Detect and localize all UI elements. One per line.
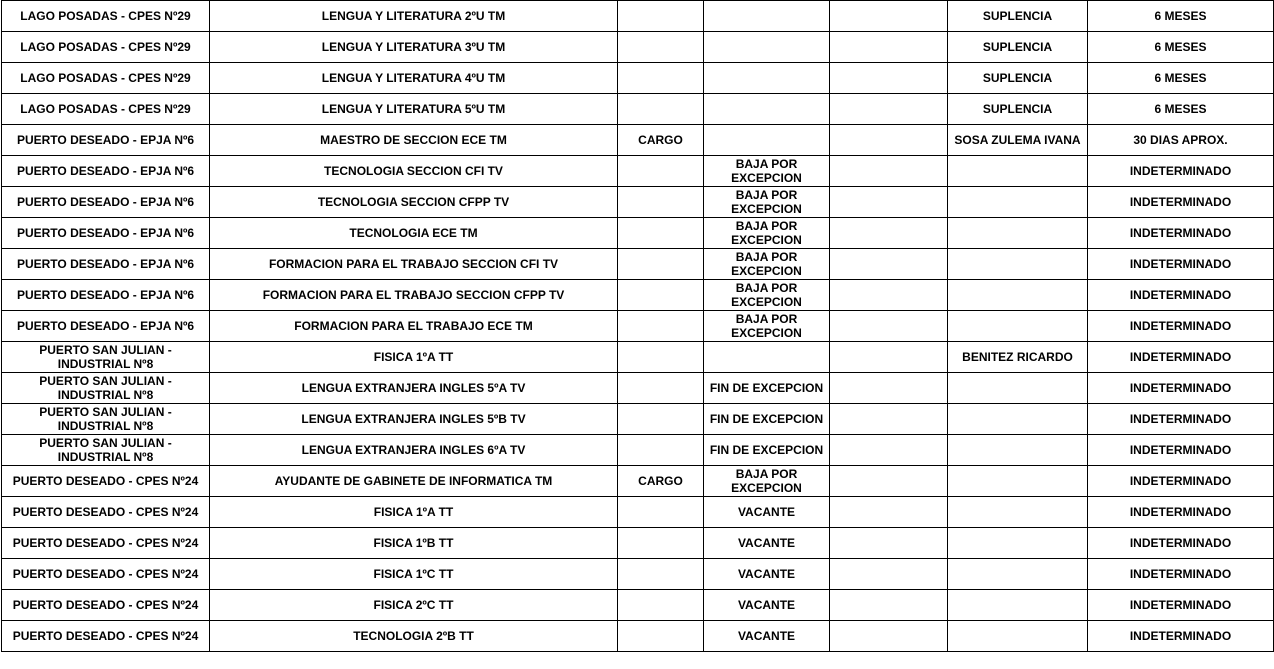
table-row (2, 125, 1274, 156)
situation-cell: VACANTE (704, 590, 830, 621)
table-row (2, 435, 1274, 466)
situation-cell (704, 342, 830, 373)
duration-cell: INDETERMINADO (1088, 404, 1274, 435)
school-cell: PUERTO DESEADO - EPJA Nº6 (2, 156, 210, 187)
extra-cell (830, 559, 948, 590)
situation-cell: BAJA POR EXCEPCION (704, 249, 830, 280)
type-cell (618, 187, 704, 218)
school-cell: PUERTO DESEADO - CPES Nº24 (2, 497, 210, 528)
substitute-cell: SUPLENCIA (948, 63, 1088, 94)
table-row (2, 404, 1274, 435)
substitute-cell (948, 218, 1088, 249)
type-cell (618, 404, 704, 435)
school-cell: PUERTO DESEADO - CPES Nº24 (2, 559, 210, 590)
vacancies-table (1, 0, 1274, 652)
subject-cell: FISICA 1ºA TT (210, 497, 618, 528)
table-row (2, 1, 1274, 32)
table-row (2, 218, 1274, 249)
substitute-cell: SOSA ZULEMA IVANA (948, 125, 1088, 156)
table-row (2, 156, 1274, 187)
school-cell: PUERTO DESEADO - EPJA Nº6 (2, 218, 210, 249)
substitute-cell (948, 280, 1088, 311)
extra-cell (830, 156, 948, 187)
duration-cell: INDETERMINADO (1088, 311, 1274, 342)
extra-cell (830, 404, 948, 435)
table-row (2, 187, 1274, 218)
school-cell: PUERTO DESEADO - CPES Nº24 (2, 528, 210, 559)
type-cell (618, 621, 704, 652)
subject-cell: LENGUA EXTRANJERA INGLES 5ºB TV (210, 404, 618, 435)
school-cell: PUERTO DESEADO - CPES Nº24 (2, 621, 210, 652)
table-row (2, 280, 1274, 311)
substitute-cell (948, 156, 1088, 187)
type-cell (618, 280, 704, 311)
table-row (2, 373, 1274, 404)
type-cell: CARGO (618, 125, 704, 156)
extra-cell (830, 63, 948, 94)
duration-cell: INDETERMINADO (1088, 187, 1274, 218)
substitute-cell (948, 621, 1088, 652)
duration-cell: INDETERMINADO (1088, 249, 1274, 280)
type-cell (618, 528, 704, 559)
type-cell: CARGO (618, 466, 704, 497)
duration-cell: 6 MESES (1088, 94, 1274, 125)
substitute-cell: SUPLENCIA (948, 1, 1088, 32)
subject-cell: FISICA 1ºA TT (210, 342, 618, 373)
extra-cell (830, 280, 948, 311)
extra-cell (830, 373, 948, 404)
substitute-cell (948, 404, 1088, 435)
subject-cell: LENGUA Y LITERATURA 3ºU TM (210, 32, 618, 63)
situation-cell: VACANTE (704, 497, 830, 528)
duration-cell: 6 MESES (1088, 32, 1274, 63)
extra-cell (830, 94, 948, 125)
school-cell: PUERTO SAN JULIAN - INDUSTRIAL Nº8 (2, 342, 210, 373)
school-cell: LAGO POSADAS - CPES Nº29 (2, 94, 210, 125)
substitute-cell (948, 435, 1088, 466)
situation-cell (704, 94, 830, 125)
table-row (2, 497, 1274, 528)
school-cell: PUERTO DESEADO - EPJA Nº6 (2, 311, 210, 342)
type-cell (618, 63, 704, 94)
type-cell (618, 1, 704, 32)
duration-cell: 6 MESES (1088, 63, 1274, 94)
duration-cell: 30 DIAS APROX. (1088, 125, 1274, 156)
extra-cell (830, 435, 948, 466)
duration-cell: INDETERMINADO (1088, 621, 1274, 652)
extra-cell (830, 1, 948, 32)
subject-cell: FISICA 1ºC TT (210, 559, 618, 590)
extra-cell (830, 342, 948, 373)
duration-cell: INDETERMINADO (1088, 466, 1274, 497)
type-cell (618, 590, 704, 621)
situation-cell: FIN DE EXCEPCION (704, 435, 830, 466)
extra-cell (830, 497, 948, 528)
subject-cell: TECNOLOGIA SECCION CFPP TV (210, 187, 618, 218)
substitute-cell: BENITEZ RICARDO (948, 342, 1088, 373)
substitute-cell (948, 528, 1088, 559)
school-cell: PUERTO DESEADO - EPJA Nº6 (2, 249, 210, 280)
extra-cell (830, 311, 948, 342)
table-row (2, 249, 1274, 280)
duration-cell: INDETERMINADO (1088, 218, 1274, 249)
substitute-cell (948, 559, 1088, 590)
type-cell (618, 497, 704, 528)
situation-cell (704, 32, 830, 63)
situation-cell: BAJA POR EXCEPCION (704, 280, 830, 311)
table-row (2, 94, 1274, 125)
type-cell (618, 311, 704, 342)
subject-cell: FISICA 2ºC TT (210, 590, 618, 621)
school-cell: LAGO POSADAS - CPES Nº29 (2, 63, 210, 94)
extra-cell (830, 187, 948, 218)
subject-cell: LENGUA Y LITERATURA 2ºU TM (210, 1, 618, 32)
extra-cell (830, 621, 948, 652)
duration-cell: INDETERMINADO (1088, 590, 1274, 621)
duration-cell: INDETERMINADO (1088, 156, 1274, 187)
situation-cell: FIN DE EXCEPCION (704, 373, 830, 404)
situation-cell: FIN DE EXCEPCION (704, 404, 830, 435)
type-cell (618, 373, 704, 404)
substitute-cell (948, 187, 1088, 218)
school-cell: LAGO POSADAS - CPES Nº29 (2, 32, 210, 63)
subject-cell: FISICA 1ºB TT (210, 528, 618, 559)
type-cell (618, 249, 704, 280)
situation-cell: VACANTE (704, 528, 830, 559)
situation-cell (704, 63, 830, 94)
situation-cell: BAJA POR EXCEPCION (704, 187, 830, 218)
extra-cell (830, 466, 948, 497)
school-cell: LAGO POSADAS - CPES Nº29 (2, 1, 210, 32)
subject-cell: LENGUA Y LITERATURA 5ºU TM (210, 94, 618, 125)
extra-cell (830, 32, 948, 63)
substitute-cell (948, 311, 1088, 342)
duration-cell: INDETERMINADO (1088, 559, 1274, 590)
extra-cell (830, 590, 948, 621)
substitute-cell: SUPLENCIA (948, 94, 1088, 125)
situation-cell: BAJA POR EXCEPCION (704, 156, 830, 187)
type-cell (618, 156, 704, 187)
situation-cell: BAJA POR EXCEPCION (704, 311, 830, 342)
duration-cell: INDETERMINADO (1088, 280, 1274, 311)
duration-cell: 6 MESES (1088, 1, 1274, 32)
extra-cell (830, 218, 948, 249)
substitute-cell (948, 466, 1088, 497)
situation-cell: VACANTE (704, 621, 830, 652)
situation-cell (704, 125, 830, 156)
type-cell (618, 32, 704, 63)
school-cell: PUERTO SAN JULIAN - INDUSTRIAL Nº8 (2, 404, 210, 435)
duration-cell: INDETERMINADO (1088, 435, 1274, 466)
subject-cell: MAESTRO DE SECCION ECE TM (210, 125, 618, 156)
situation-cell (704, 1, 830, 32)
school-cell: PUERTO DESEADO - CPES Nº24 (2, 590, 210, 621)
situation-cell: BAJA POR EXCEPCION (704, 466, 830, 497)
school-cell: PUERTO DESEADO - EPJA Nº6 (2, 280, 210, 311)
duration-cell: INDETERMINADO (1088, 373, 1274, 404)
subject-cell: TECNOLOGIA ECE TM (210, 218, 618, 249)
school-cell: PUERTO DESEADO - EPJA Nº6 (2, 125, 210, 156)
type-cell (618, 559, 704, 590)
table-row (2, 342, 1274, 373)
subject-cell: FORMACION PARA EL TRABAJO SECCION CFPP TV (210, 280, 618, 311)
table-row (2, 590, 1274, 621)
substitute-cell (948, 590, 1088, 621)
duration-cell: INDETERMINADO (1088, 342, 1274, 373)
table-row (2, 466, 1274, 497)
school-cell: PUERTO SAN JULIAN - INDUSTRIAL Nº8 (2, 373, 210, 404)
table-row (2, 63, 1274, 94)
extra-cell (830, 528, 948, 559)
table-row (2, 621, 1274, 652)
subject-cell: LENGUA EXTRANJERA INGLES 5ºA TV (210, 373, 618, 404)
subject-cell: LENGUA EXTRANJERA INGLES 6ºA TV (210, 435, 618, 466)
subject-cell: FORMACION PARA EL TRABAJO ECE TM (210, 311, 618, 342)
subject-cell: AYUDANTE DE GABINETE DE INFORMATICA TM (210, 466, 618, 497)
situation-cell: BAJA POR EXCEPCION (704, 218, 830, 249)
subject-cell: FORMACION PARA EL TRABAJO SECCION CFI TV (210, 249, 618, 280)
type-cell (618, 342, 704, 373)
school-cell: PUERTO DESEADO - CPES Nº24 (2, 466, 210, 497)
school-cell: PUERTO DESEADO - EPJA Nº6 (2, 187, 210, 218)
table-row (2, 528, 1274, 559)
substitute-cell (948, 373, 1088, 404)
type-cell (618, 94, 704, 125)
substitute-cell (948, 497, 1088, 528)
extra-cell (830, 249, 948, 280)
situation-cell: VACANTE (704, 559, 830, 590)
subject-cell: TECNOLOGIA SECCION CFI TV (210, 156, 618, 187)
school-cell: PUERTO SAN JULIAN - INDUSTRIAL Nº8 (2, 435, 210, 466)
subject-cell: TECNOLOGIA 2ºB TT (210, 621, 618, 652)
subject-cell: LENGUA Y LITERATURA 4ºU TM (210, 63, 618, 94)
table-row (2, 311, 1274, 342)
substitute-cell: SUPLENCIA (948, 32, 1088, 63)
table-row (2, 559, 1274, 590)
type-cell (618, 435, 704, 466)
table-row (2, 32, 1274, 63)
duration-cell: INDETERMINADO (1088, 528, 1274, 559)
substitute-cell (948, 249, 1088, 280)
table-body (2, 1, 1274, 652)
type-cell (618, 218, 704, 249)
extra-cell (830, 125, 948, 156)
duration-cell: INDETERMINADO (1088, 497, 1274, 528)
